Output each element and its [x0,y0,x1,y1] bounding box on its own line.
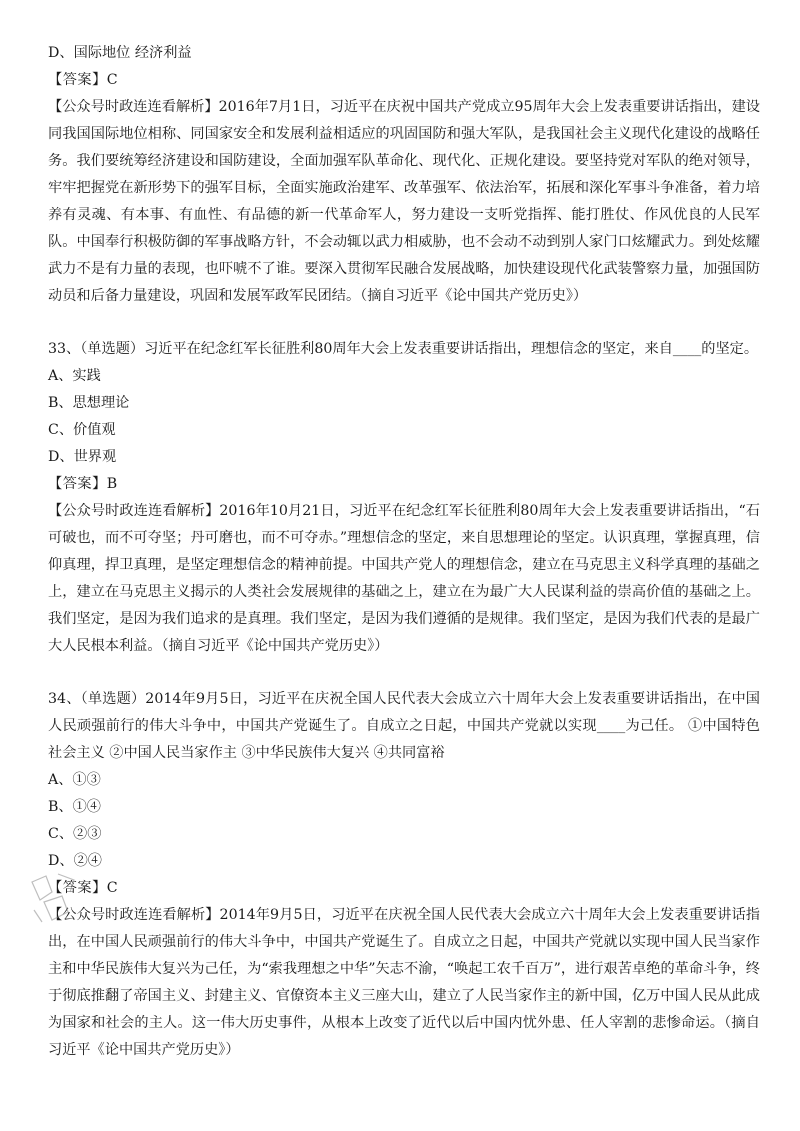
q33-analysis: 【公众号时政连连看解析】2016年10月21日，习近平在纪念红军长征胜利80周年大会上发表重要讲话指出，“石可破也，而不可夺坚；丹可磨也，而不可夺赤。”理想信念的坚定，来自思想理论的坚定。认识真理，掌握真理，信仰真理，捍卫真理，是坚定理想信念的精神前提。中国共产党人的理想信念，建立在马克思主义科学真理的基础之上，建立在马克思主义揭示的人类社会发展规律的基础之上，建立在为最广大人民谋利益的崇高价值的基础之上。我们坚定，是因为我们追求的是真理。我们坚定，是因为我们遵循的是规律。我们坚定，是因为我们代表的是最广大人民根本利益。（摘自习近平《论中国共产党历史》） [48,503,760,654]
spacer [48,660,760,686]
q32-option-d: D、国际地位 经济利益 [48,45,192,61]
document-page [48,40,760,1064]
q34-question: 34、（单选题）2014年9月5日，习近平在庆祝全国人民代表大会成立六十周年大会上发表重要讲话指出，在中国人民顽强前行的伟大斗争中，中国共产党诞生了。自成立之日起，中国共产党就以实现____为己任。 ①中国特色社会主义 ②中国人民当家作主 ③中华民族伟大复兴 ④共同富裕 [48,691,760,761]
q34-option-c: C、②③ [48,826,102,842]
q33-block [48,336,760,660]
q33-option-a: A、实践 [48,368,101,384]
q32-answer: 【答案】C [48,72,119,88]
q34-analysis: 【公众号时政连连看解析】2014年9月5日，习近平在庆祝全国人民代表大会成立六十周年大会上发表重要讲话指出，在中国人民顽强前行的伟大斗争中，中国共产党诞生了。自成立之日起，中国共产党就以实现中国人民当家作主和中华民族伟大复兴为己任，为“索我理想之中华”矢志不渝，“唤起工农千百万”，进行艰苦卓绝的革命斗争，终于彻底推翻了帝国主义、封建主义、官僚资本主义三座大山，建立了人民当家作主的新中国，亿万中国人民从此成为国家和社会的主人。这一伟大历史事件，从根本上改变了近代以后中国内忧外患、任人宰割的悲惨命运。（摘自习近平《论中国共产党历史》） [48,907,760,1058]
q34-option-b: B、①④ [48,799,101,815]
q33-option-c: C、价值观 [48,422,116,438]
watermark-stamp-icon [22,862,92,932]
q33-option-b: B、思想理论 [48,395,130,411]
q34-option-a: A、①③ [48,772,101,788]
q33-answer: 【答案】B [48,476,118,492]
spacer [48,310,760,336]
q34-block [48,686,760,1064]
q32-block [48,40,760,310]
q34-option-d: D、②④ [48,853,102,869]
q33-option-d: D、世界观 [48,449,117,465]
q32-analysis: 【公众号时政连连看解析】2016年7月1日，习近平在庆祝中国共产党成立95周年大会上发表重要讲话指出，建设同我国国际地位相称、同国家安全和发展利益相适应的巩固国防和强大军队，是我国社会主义现代化建设的战略任务。我们要统筹经济建设和国防建设，全面加强军队革命化、现代化、正规化建设。要坚持党对军队的绝对领导，牢牢把握党在新形势下的强军目标，全面实施政治建军、改革强军、依法治军，拓展和深化军事斗争准备，着力培养有灵魂、有本事、有血性、有品德的新一代革命军人，努力建设一支听党指挥、能打胜仗、作风优良的人民军队。中国奉行积极防御的军事战略方针，不会动辄以武力相威胁，也不会动不动到别人家门口炫耀武力。到处炫耀武力不是有力量的表现，也吓唬不了谁。要深入贯彻军民融合发展战略，加快建设现代化武装警察力量，加强国防动员和后备力量建设，巩固和发展军政军民团结。（摘自习近平《论中国共产党历史》） [48,99,760,304]
q33-question: 33、（单选题）习近平在纪念红军长征胜利80周年大会上发表重要讲话指出，理想信念的坚定，来自____的坚定。 [48,341,759,357]
q34-answer: 【答案】C [48,880,119,896]
